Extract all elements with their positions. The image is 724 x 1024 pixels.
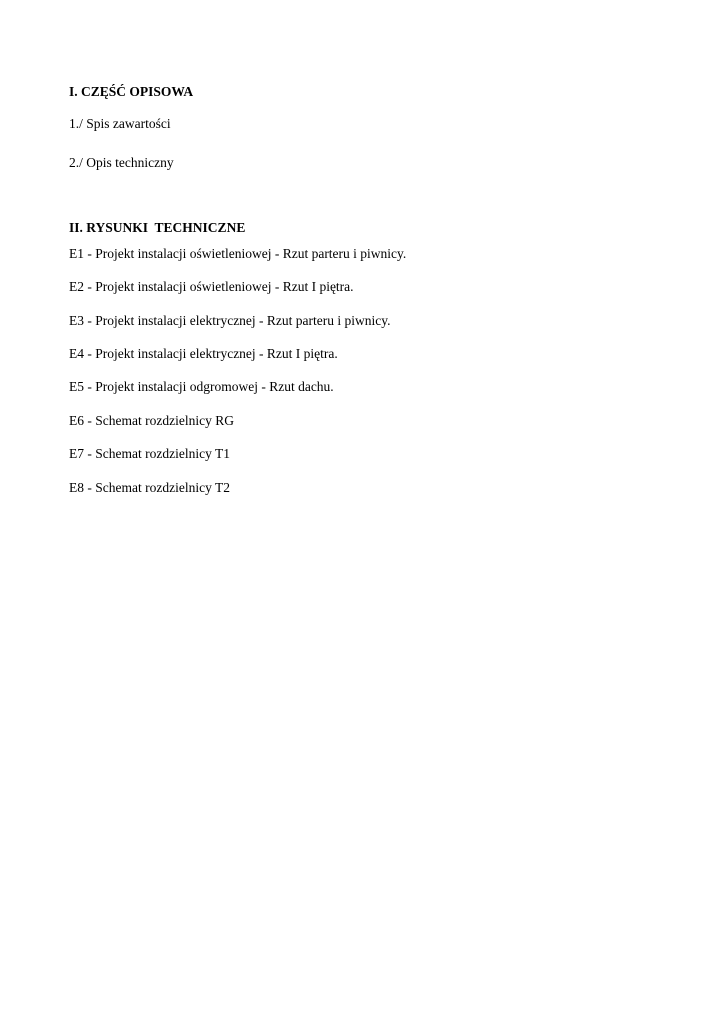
section-heading-technical-drawings: II. RYSUNKI TECHNICZNE bbox=[69, 220, 246, 235]
drawing-item-e3: E3 - Projekt instalacji elektrycznej - Rzut parteru i piwnicy. bbox=[69, 313, 391, 328]
contents-item-technical-description: 2./ Opis techniczny bbox=[69, 155, 174, 170]
drawing-item-e5: E5 - Projekt instalacji odgromowej - Rzut dachu. bbox=[69, 379, 334, 394]
drawing-item-e6: E6 - Schemat rozdzielnicy RG bbox=[69, 413, 234, 428]
section-heading-descriptive-part: I. CZĘŚĆ OPISOWA bbox=[69, 84, 194, 99]
contents-item-table-of-contents: 1./ Spis zawartości bbox=[69, 116, 171, 131]
drawing-item-e7: E7 - Schemat rozdzielnicy T1 bbox=[69, 446, 230, 461]
drawing-item-e4: E4 - Projekt instalacji elektrycznej - Rzut I piętra. bbox=[69, 346, 338, 361]
drawing-item-e8: E8 - Schemat rozdzielnicy T2 bbox=[69, 480, 230, 495]
drawing-item-e1: E1 - Projekt instalacji oświetleniowej - Rzut parteru i piwnicy. bbox=[69, 246, 407, 261]
drawing-item-e2: E2 - Projekt instalacji oświetleniowej - Rzut I piętra. bbox=[69, 279, 354, 294]
